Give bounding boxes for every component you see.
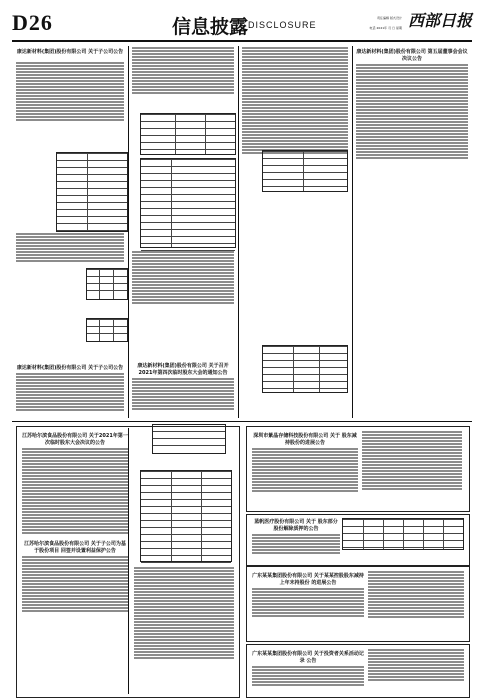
data-table (342, 518, 464, 550)
data-table (86, 318, 128, 342)
masthead (12, 10, 472, 42)
masthead-meta-2: 电话 2021年 月 日 星期 (369, 26, 402, 30)
box1-col-1 (252, 430, 358, 493)
masthead-rule (12, 41, 472, 42)
column-divider (238, 46, 239, 418)
column-divider (352, 46, 353, 418)
column-1-body (16, 232, 124, 263)
section-title: 信息披露 (172, 16, 249, 38)
box4-col-1 (252, 648, 364, 687)
article-title: 蓝帆医疗股份有限公司 关于 股东部分股份解除质押的公告 (254, 519, 338, 532)
page-number: D26 (12, 10, 53, 35)
column-4-upper (356, 46, 468, 160)
box1-col-2 (362, 430, 462, 491)
lower-left-col-2 (134, 566, 234, 660)
section-divider-horizontal (12, 421, 472, 422)
data-table (140, 158, 236, 248)
data-table (262, 150, 348, 192)
box3-col-2 (368, 570, 464, 619)
notice-box (152, 424, 226, 454)
column-divider (128, 428, 129, 694)
column-1-upper (16, 46, 124, 122)
article-title: 康达新材料(集团)股份有限公司 第五届董事会会议决议公告 (356, 49, 468, 62)
article-title: 康达新材料(集团)股份有限公司 关于子公司公告 (16, 49, 124, 55)
lower-left-col-1 (22, 430, 128, 613)
column-2-body (132, 250, 234, 305)
column-2-upper (132, 46, 234, 95)
column-divider (128, 46, 129, 418)
article-title: 江苏哈尔滨食品股份有限公司 关于子公司为基于股份项目 回签并设置利益保护公告 (24, 541, 126, 554)
article-title: 深圳市紫晶存储科技股份有限公司 关于 股东减持股份的进展公告 (253, 433, 357, 446)
data-table (140, 113, 236, 155)
data-table (262, 345, 348, 393)
data-table (86, 268, 128, 300)
section-title-en: DISCLOSURE (248, 20, 317, 30)
column-3-upper (242, 46, 348, 155)
article-title: 江苏哈尔滨食品股份有限公司 关于2021年第一次临时股东大会决议的公告 (22, 433, 128, 446)
box3-col-1 (252, 570, 364, 618)
article-title: 康达新材料(集团)股份有限公司 关于子公司公告 (16, 365, 124, 371)
box4-col-2 (368, 648, 464, 682)
article-title: 广东某某集团股份有限公司 关于投资者关系活动记录 公告 (252, 651, 364, 664)
box2-col-1 (252, 516, 340, 555)
article-title: 广东某某集团股份有限公司 关于某某控股股东减持上年末持股份 的进展公告 (252, 573, 364, 586)
brand-logo: 西部日报 (407, 11, 472, 30)
column-2-notice (132, 360, 234, 411)
article-title: 康达新材料(集团)股份有限公司 关于召开2021年第四次临时股东大会的通知公告 (137, 363, 229, 376)
data-table (56, 152, 128, 232)
masthead-meta-1: 责任编辑 版式设计 (377, 16, 402, 20)
data-table (140, 470, 232, 562)
column-1-footer (16, 362, 124, 412)
